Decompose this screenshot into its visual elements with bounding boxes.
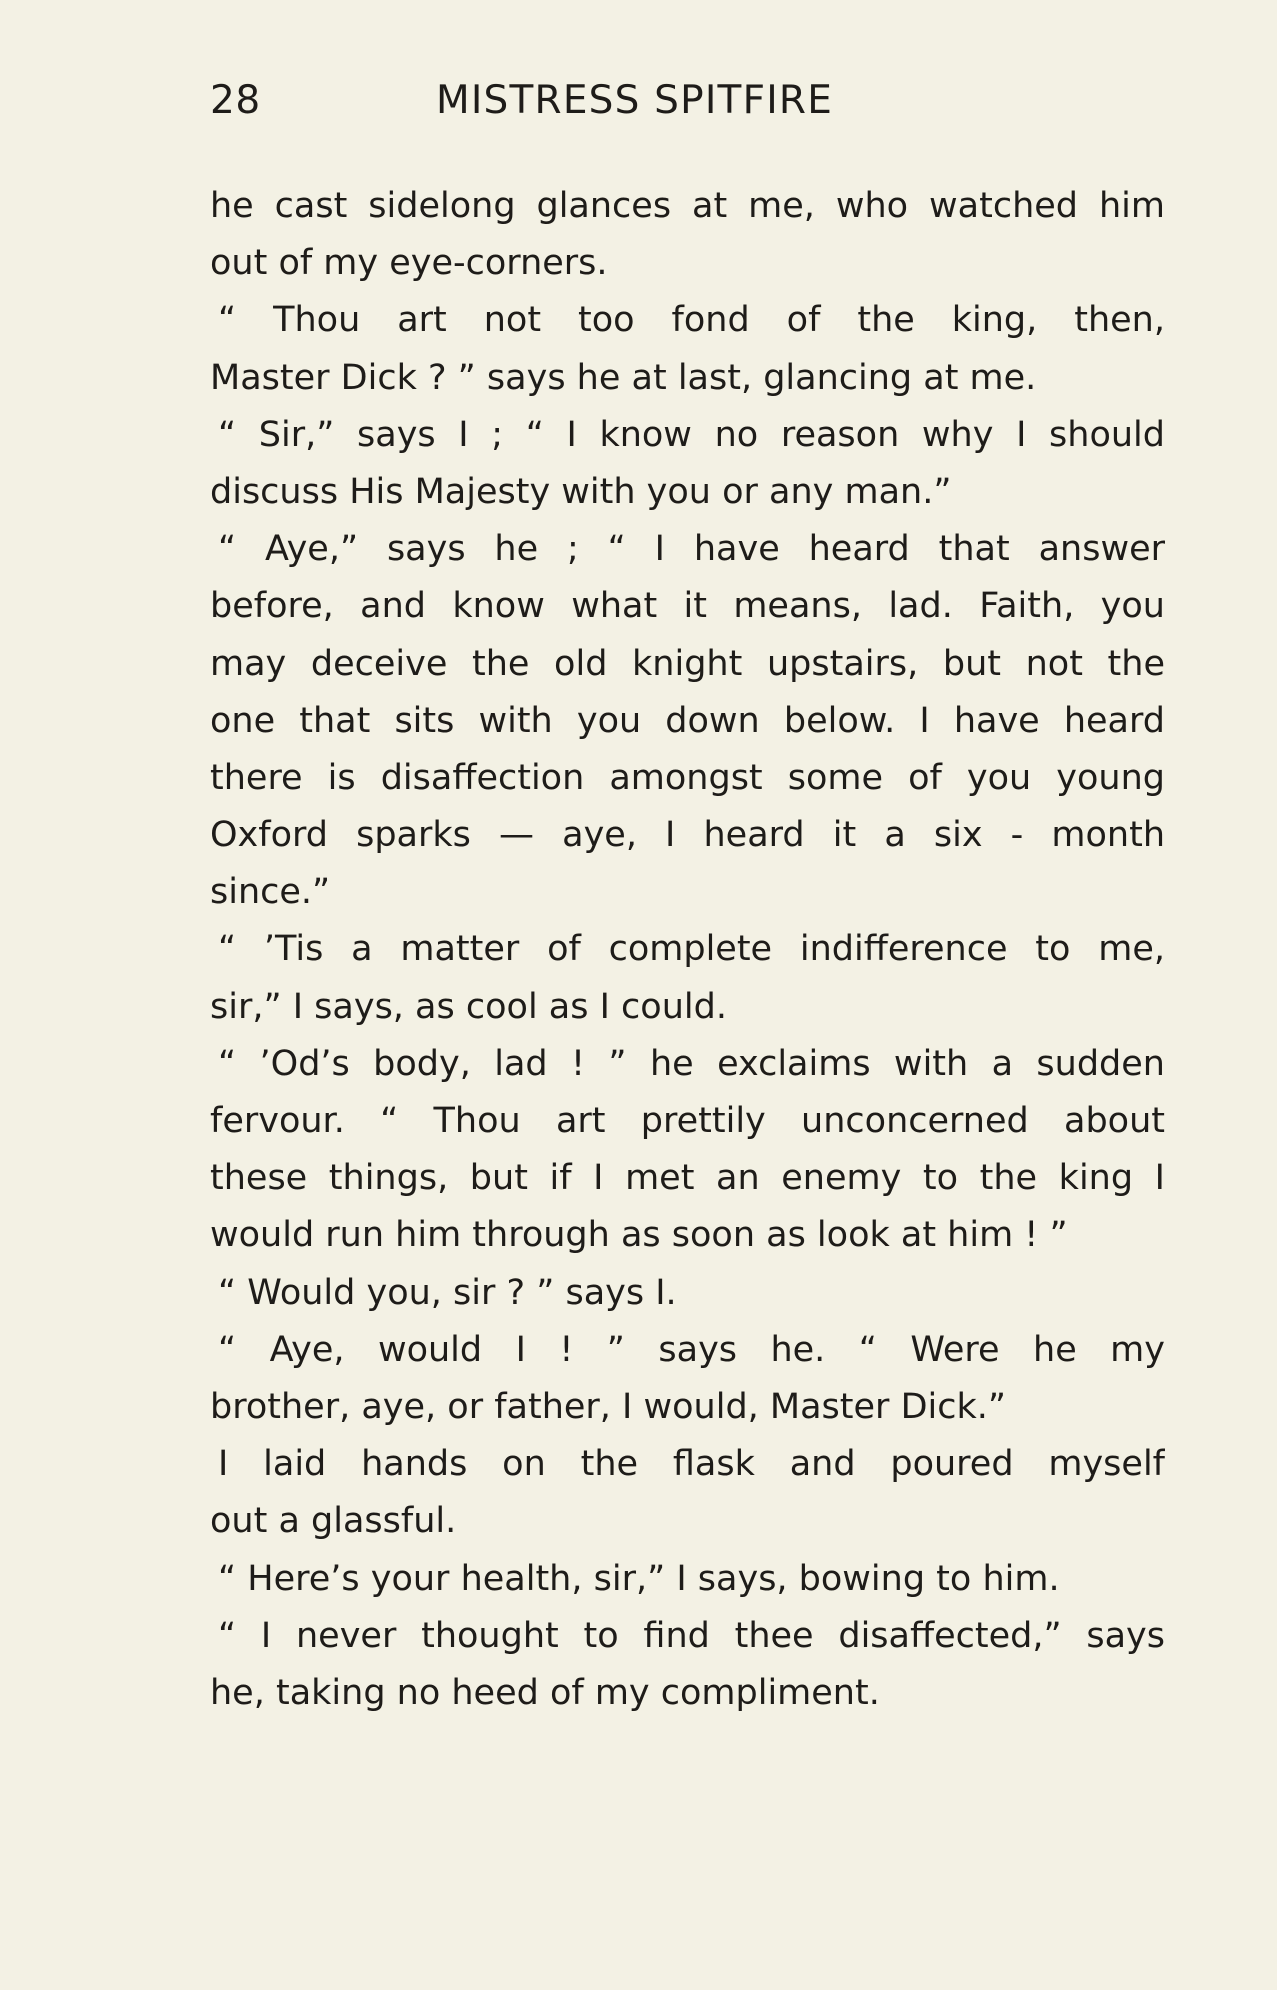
text-line: may deceive the old knight upstairs, but not the	[210, 643, 1165, 684]
text-line: “ Aye, would I ! ” says he. “ Were he my	[218, 1329, 1165, 1370]
body-text	[210, 178, 1165, 1722]
text-line: one that sits with you down below. I have heard	[210, 700, 1165, 741]
text-line: “ Here’s your health, sir,” I says, bowing to him.	[218, 1558, 1060, 1599]
text-line: “ Would you, sir ? ” says I.	[218, 1272, 677, 1313]
text-line: “ Sir,” says I ; “ I know no reason why I should	[218, 414, 1165, 455]
text-line: Oxford sparks — aye, I heard it a six - month	[210, 815, 1165, 856]
page-header	[208, 78, 1168, 134]
text-line: he cast sidelong glances at me, who watched him	[210, 186, 1165, 226]
text-line: brother, aye, or father, I would, Master Dick.”	[210, 1386, 1007, 1427]
text-line: “ Thou art not too fond of the king, then,	[218, 300, 1165, 341]
text-line: Master Dick ? ” says he at last, glancing at me.	[210, 357, 1037, 398]
text-line: these things, but if I met an enemy to the king I	[210, 1158, 1165, 1199]
text-line: out of my eye-corners.	[210, 243, 608, 284]
text-line: “ ’Tis a matter of complete indifference to me,	[218, 929, 1165, 970]
text-line: out a glassful.	[210, 1501, 457, 1542]
text-line: “ I never thought to find thee disaffected,” says	[218, 1615, 1165, 1656]
text-line: “ Aye,” says he ; “ I have heard that answer	[218, 529, 1165, 570]
text-line: discuss His Majesty with you or any man.”	[210, 471, 952, 512]
text-line: would run him through as soon as look at him ! ”	[210, 1215, 1068, 1256]
text-line: since.”	[210, 872, 331, 913]
text-line: I laid hands on the flask and poured myself	[218, 1444, 1165, 1485]
text-line: “ ’Od’s body, lad ! ” he exclaims with a sudden	[218, 1043, 1165, 1084]
text-line: he, taking no heed of my compliment.	[210, 1672, 880, 1713]
page-number: 28	[210, 78, 261, 123]
text-line: fervour. “ Thou art prettily unconcerned about	[210, 1101, 1165, 1141]
text-line: sir,” I says, as cool as I could.	[210, 986, 727, 1027]
running-title: MISTRESS SPITFIRE	[436, 78, 834, 123]
text-line: before, and know what it means, lad. Faith, you	[210, 586, 1165, 627]
text-line: there is disaffection amongst some of you young	[210, 757, 1165, 798]
